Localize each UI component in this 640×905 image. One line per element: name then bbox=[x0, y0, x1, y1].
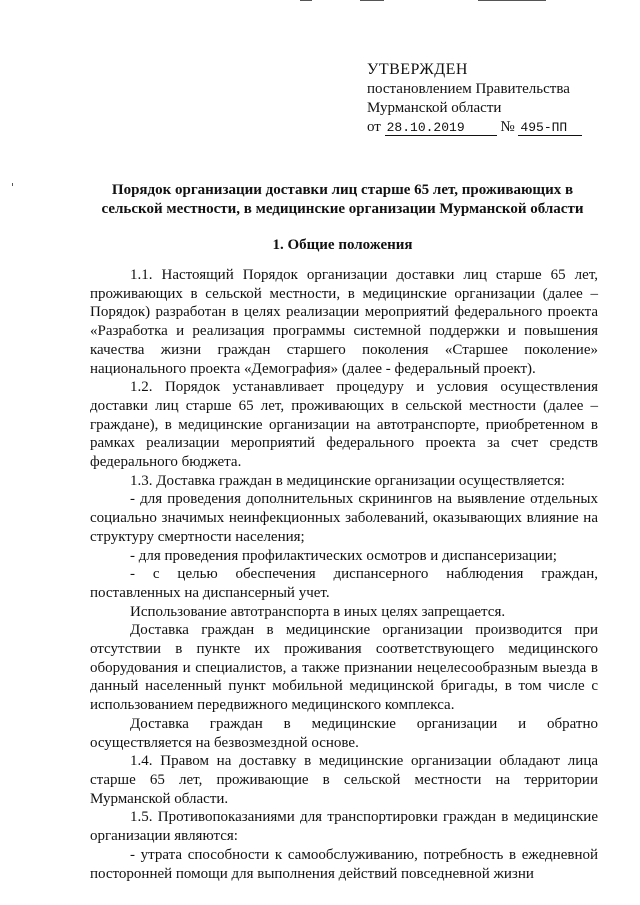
document-body bbox=[90, 266, 598, 883]
paragraph: Использование автотранспорта в иных целях запрещается. bbox=[130, 603, 506, 620]
paragraph: 1.2. Порядок устанавливает процедуру и условия осуществления доставки лиц старше 65 лет, проживающих в сельской местности (далее – граждане), в медицинские организации на автотранспорте, приобретенном в рамках реализации мероприятий федерального проекта за счет средств федерального бюджета. bbox=[90, 379, 598, 471]
scan-artifact bbox=[360, 0, 384, 1]
document-title: Порядок организации доставки лиц старше 65 лет, проживающих в сельской местности, в медицинские организации Мурманской области bbox=[101, 182, 584, 217]
scan-artifact bbox=[300, 0, 312, 1]
approval-line-2: Мурманской области bbox=[367, 100, 502, 116]
approval-number: 495-ПП bbox=[518, 120, 582, 136]
number-prefix: № bbox=[500, 119, 515, 135]
paragraph: - для проведения профилактических осмотров и диспансеризации; bbox=[130, 547, 557, 564]
paragraph: Доставка граждан в медицинские организации производится при отсутствии в пункте их проживания соответствующего медицинского оборудования и специалистов, а также признании нецелесообразным выезда в данный населенный пункт мобильной медицинской бригады, в том числе с использованием передвижного медицинского комплекса. bbox=[90, 622, 598, 714]
paragraph: 1.5. Противопоказаниями для транспортировки граждан в медицинские организации являются: bbox=[90, 809, 598, 845]
approval-stamp bbox=[367, 60, 617, 137]
approval-heading: УТВЕРЖДЕН bbox=[367, 61, 468, 78]
approval-line-1: постановлением Правительства bbox=[367, 81, 570, 97]
paragraph: 1.1. Настоящий Порядок организации доставки лиц старше 65 лет, проживающих в сельской местности, в медицинские организации (далее – Порядок) разработан в целях реализации мероприятий федерального проекта «Разработка и реализация программы системной поддержки и повышения качества жизни граждан старшего поколения «Старшее поколение» национального проекта «Демография» (далее - федеральный проект). bbox=[90, 267, 598, 377]
scan-artifact bbox=[12, 183, 13, 186]
section-title: 1. Общие положения bbox=[272, 237, 413, 253]
approval-date-number bbox=[367, 118, 617, 137]
paragraph: Доставка граждан в медицинские организации и обратно осуществляется на безвозмездной основе. bbox=[90, 715, 598, 751]
paragraph: - утрата способности к самообслуживанию, потребность в ежедневной посторонней помощи для выполнения действий повседневной жизни bbox=[90, 846, 598, 882]
paragraph: - для проведения дополнительных скринингов на выявление отдельных социально значимых неинфекционных заболеваний, оказывающих влияние на структуру смертности населения; bbox=[90, 491, 598, 545]
date-prefix: от bbox=[367, 119, 381, 135]
paragraph: 1.3. Доставка граждан в медицинские организации осуществляется: bbox=[130, 472, 565, 489]
paragraph: 1.4. Правом на доставку в медицинские организации обладают лица старше 65 лет, проживающие в сельской местности на территории Мурманской области. bbox=[90, 753, 598, 807]
approval-date: 28.10.2019 bbox=[385, 120, 497, 136]
scan-artifact bbox=[478, 0, 546, 1]
paragraph: - с целью обеспечения диспансерного наблюдения граждан, поставленных на диспансерный учет. bbox=[90, 566, 598, 601]
